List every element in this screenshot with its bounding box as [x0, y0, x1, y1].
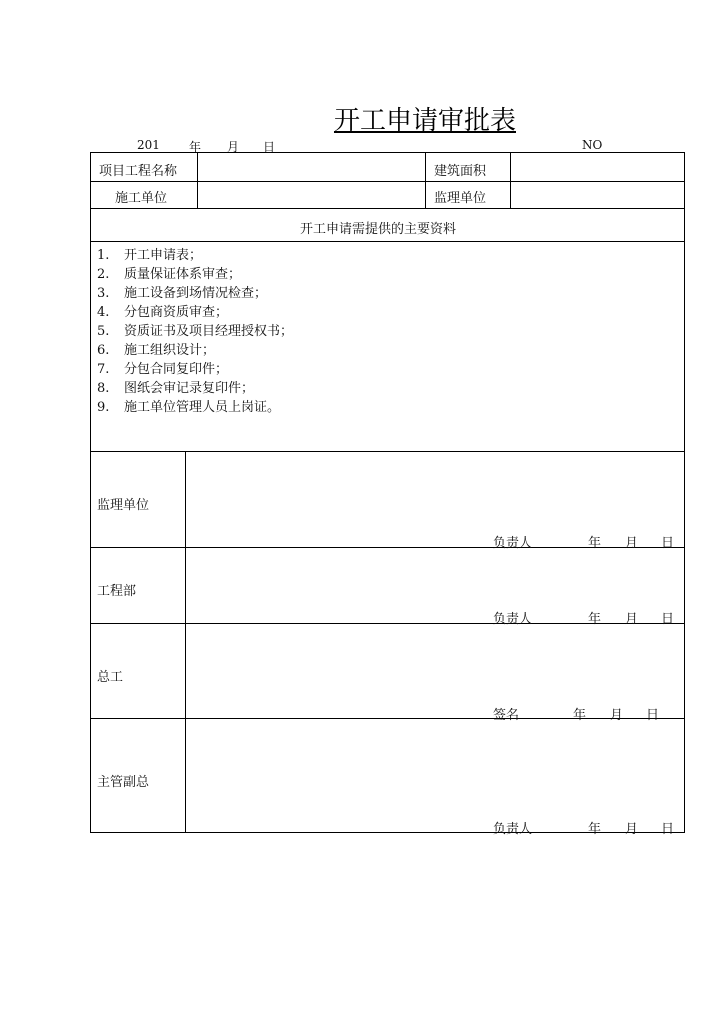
list-item: 1. 开工申请表； — [97, 248, 203, 263]
date-month-label: 月 — [227, 140, 240, 154]
row-divider — [90, 451, 685, 452]
materials-list — [97, 246, 293, 417]
list-item: 2. 质量保证体系审查； — [97, 267, 242, 282]
project-name-label: 项目工程名称 — [99, 164, 178, 179]
list-item: 6. 施工组织设计； — [97, 343, 216, 358]
list-item: 8. 图纸会审记录复印件； — [97, 381, 255, 396]
approval-signer-label: 签名 — [493, 708, 520, 723]
building-area-label: 建筑面积 — [434, 164, 487, 179]
row-divider — [90, 718, 685, 719]
column-divider — [425, 152, 426, 208]
approval-day-label: 日 — [661, 612, 675, 627]
form-number-label: NO — [582, 138, 603, 152]
form-title: 开工申请审批表 — [333, 106, 516, 136]
date-day-label: 日 — [263, 140, 276, 154]
approval-month-label: 月 — [625, 536, 639, 551]
approval-signer-label: 负责人 — [493, 612, 533, 627]
construction-unit-label: 施工单位 — [115, 191, 168, 206]
approval-label-deputy-gm: 主管副总 — [97, 775, 150, 790]
row-divider — [90, 241, 685, 242]
approval-day-label: 日 — [646, 708, 660, 723]
materials-heading: 开工申请需提供的主要资料 — [300, 222, 457, 237]
date-year-prefix: 201 — [137, 138, 160, 152]
list-item: 5. 资质证书及项目经理授权书； — [97, 324, 294, 339]
approval-month-label: 月 — [625, 822, 639, 837]
list-item: 3. 施工设备到场情况检查； — [97, 286, 268, 301]
approval-month-label: 月 — [625, 612, 639, 627]
approval-year-label: 年 — [588, 612, 602, 627]
list-item: 4. 分包商资质审查； — [97, 305, 229, 320]
approval-signer-label: 负责人 — [493, 822, 533, 837]
row-divider — [90, 208, 685, 209]
approval-signer-label: 负责人 — [493, 536, 533, 551]
row-divider — [90, 181, 685, 182]
list-item: 7. 分包合同复印件； — [97, 362, 229, 377]
approval-label-engineering: 工程部 — [97, 584, 137, 599]
column-divider — [510, 152, 511, 208]
approval-day-label: 日 — [661, 822, 675, 837]
date-year-label: 年 — [189, 140, 202, 154]
approval-year-label: 年 — [573, 708, 587, 723]
column-divider — [185, 451, 186, 833]
column-divider — [197, 152, 198, 208]
approval-year-label: 年 — [588, 822, 602, 837]
list-item: 9. 施工单位管理人员上岗证。 — [97, 400, 281, 415]
approval-year-label: 年 — [588, 536, 602, 551]
approval-label-chief-engineer: 总工 — [97, 670, 124, 685]
approval-label-supervision: 监理单位 — [97, 498, 150, 513]
approval-month-label: 月 — [610, 708, 624, 723]
approval-day-label: 日 — [661, 536, 675, 551]
supervision-unit-label: 监理单位 — [434, 191, 487, 206]
